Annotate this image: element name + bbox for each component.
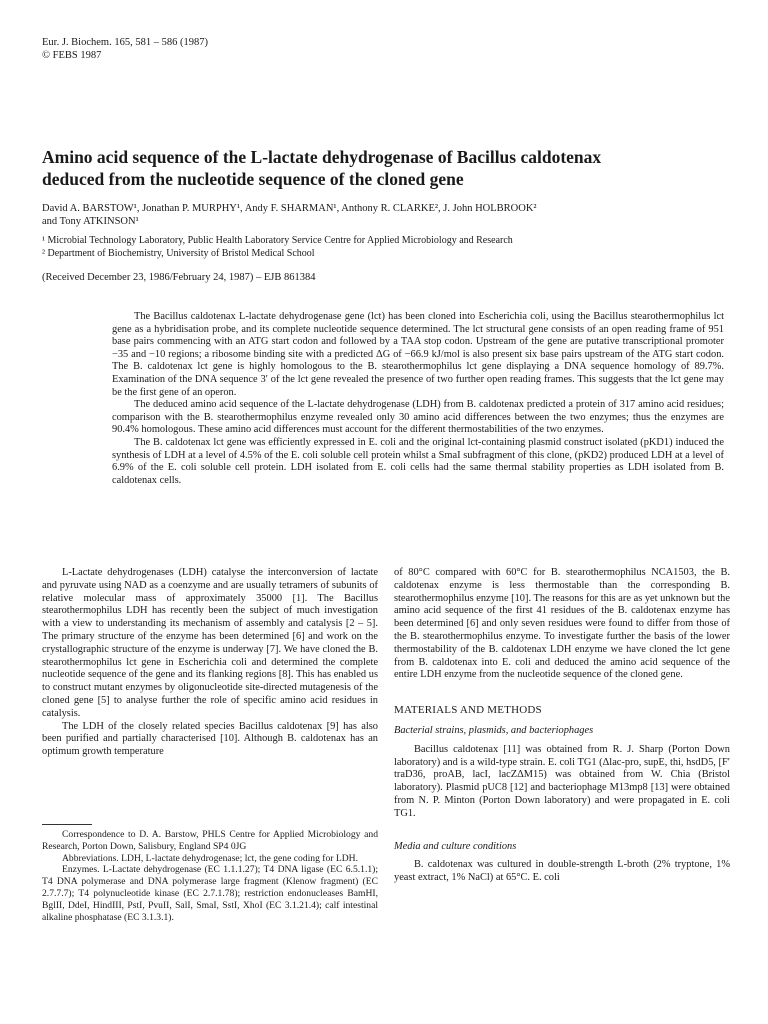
intro-paragraph-1: L-Lactate dehydrogenases (LDH) catalyse the interconversion of lactate and pyruvate using NAD as a coenzyme and are usually tetramers of subunits of relative molecular mass of approximately 35000 [1]. The Bacillus stearothermophilus LDH has recently been the subject of much investigation with a view to understanding its mechanism of assembly and catalysis [2 – 5]. The primary structure of the enzyme has been determined [6] and work on the crystallographic structure of the enzyme is underway [7]. We have cloned the B. stearothermophilus lct gene in Escherichia coli and determined the complete nucleotide sequence of the gene and its flanking regions [8]. This has enabled us to construct mutant enzymes by oligonucleotide site-directed mutagenesis of the cloned gene [5] to analyse further the role of specific amino acid residues in catalysis. [42,567,378,719]
footnote-rule [42,824,92,825]
footnote-correspondence: Correspondence to D. A. Barstow, PHLS Centre for Applied Microbiology and Research, Porton Down, Salisbury, England SP4 0JG [42,829,378,852]
abstract [112,311,724,487]
abstract-paragraph-1: The Bacillus caldotenax L-lactate dehydrogenase gene (lct) has been cloned into Escherichia coli, using the Bacillus stearothermophilus lct gene as a hybridisation probe, and its complete nucleotide sequence determined. The lct structural gene consists of an open reading frame of 951 base pairs commencing with an ATG start codon and followed by a TAA stop codon. Upstream of the gene are putative transcriptional promoter −35 and −10 regions; a ribosome binding site with a predicted ΔG of −66.9 kJ/mol is also present six base pairs upstream of the ATG start codon. The B. caldotenax lct gene is highly homologous to the B. stearothermophilus lct gene displaying a DNA sequence homology of 89.7%. Examination of the DNA sequence 3′ of the lct gene revealed the presence of two further open reading frames. This suggests that the lct gene may be the first gene of an operon. [112,311,724,398]
abstract-paragraph-2: The deduced amino acid sequence of the L-lactate dehydrogenase (LDH) from B. caldotenax predicted a protein of 317 amino acid residues; comparison with the B. stearothermophilus enzyme revealed only 30 amino acid differences between the two enzymes; thus the enzymes are 90.4% homologous. These amino acid differences must account for the different thermostabilities of the two enzymes. [112,399,724,436]
title-line-2: deduced from the nucleotide sequence of the cloned gene [42,169,464,189]
citation-line: Eur. J. Biochem. 165, 581 – 586 (1987) [42,37,208,48]
copyright-line: © FEBS 1987 [42,50,102,61]
footnote-enzymes: Enzymes. L-Lactate dehydrogenase (EC 1.1.1.27); T4 DNA ligase (EC 6.5.1.1); T4 DNA polymerase and DNA polymerase large fragment (Klenow fragment) (EC 2.7.7.7); T4 polynucleotide kinase (EC 2.7.1.78); restriction endonucleases BamHI, BglII, DdeI, HindIII, PstI, PvuII, SalI, SmaI, SstI, XhoI (EC 3.1.21.4); calf intestinal alkaline phosphatase (EC 3.1.3.1). [42,864,378,923]
intro-paragraph-continued: of 80°C compared with 60°C for B. stearothermophilus NCA1503, the B. caldotenax enzyme is less thermostable than the corresponding B. stearothermophilus enzyme [10]. The reasons for this are as yet unknown but the amino acid sequence of the first 41 residues of the B. caldotenax enzyme has been determined [6] and only seven residues were found to differ from those of the B. stearothermophilus enzyme. To investigate further the basis of the lower thermostability of the B. caldotenax LDH enzyme we have cloned the lct gene from B. caldotenax into E. coli and deduced the amino acid sequence of the entire LDH enzyme from the nucleotide sequence of the cloned gene. [394,567,730,681]
affiliations [42,235,742,260]
received-dates: (Received December 23, 1986/February 24, 1987) – EJB 861384 [42,272,316,283]
body-column-right [394,567,730,885]
intro-paragraph-2: The LDH of the closely related species Bacillus caldotenax [9] has also been purified and partially characterised [10]. Although B. caldotenax has an optimum growth temperature [42,720,378,758]
journal-header [42,36,208,62]
section-heading-methods: MATERIALS AND METHODS [394,704,542,717]
paper-title [42,146,732,190]
methods-paragraph-strains: Bacillus caldotenax [11] was obtained from R. J. Sharp (Porton Down laboratory) and is a wild-type strain. E. coli TG1 (Δlac-pro, supE, thi, hsdD5, [F′ traD36, proAB, lacI, lacZΔM15) was obtained from W. Chia (Bristol laboratory). Plasmid pUC8 [12] and bacteriophage M13mp8 [13] were obtained from N. P. Minton (Porton Down laboratory) and were propagated in E. coli TG1. [394,743,730,819]
title-line-1: Amino acid sequence of the L-lactate dehydrogenase of Bacillus caldotenax [42,147,602,167]
footnote-abbreviations: Abbreviations. LDH, L-lactate dehydrogenase; lct, the gene coding for LDH. [62,852,358,864]
subheading-strains: Bacterial strains, plasmids, and bacteriophages [394,724,594,736]
subheading-media: Media and culture conditions [394,840,517,852]
authors-line-2: and Tony ATKINSON¹ [42,216,139,227]
body-column-left [42,567,378,759]
abstract-paragraph-3: The B. caldotenax lct gene was efficiently expressed in E. coli and the original lct-containing plasmid construct isolated (pKD1) induced the synthesis of LDH at a level of 4.5% of the E. coli soluble cell protein whilst a SmaI subfragment of this clone, (pKD2) produced LDH at a level of 6.9% of the E. coli soluble cell protein. LDH isolated from E. coli cells had the same thermal stability properties as LDH isolated from B. caldotenax cells. [112,436,724,486]
footnotes [42,824,378,923]
author-list [42,202,742,228]
authors-line-1: David A. BARSTOW¹, Jonathan P. MURPHY¹, Andy F. SHARMAN¹, Anthony R. CLARKE², J. John HOLBROOK² [42,203,537,214]
affiliation-2: ² Department of Biochemistry, University of Bristol Medical School [42,247,315,259]
methods-paragraph-media: B. caldotenax was cultured in double-strength L-broth (2% tryptone, 1% yeast extract, 1% NaCl) at 65°C. E. coli [394,859,730,884]
affiliation-1: ¹ Microbial Technology Laboratory, Public Health Laboratory Service Centre for Applied Microbiology and Research [42,235,513,246]
